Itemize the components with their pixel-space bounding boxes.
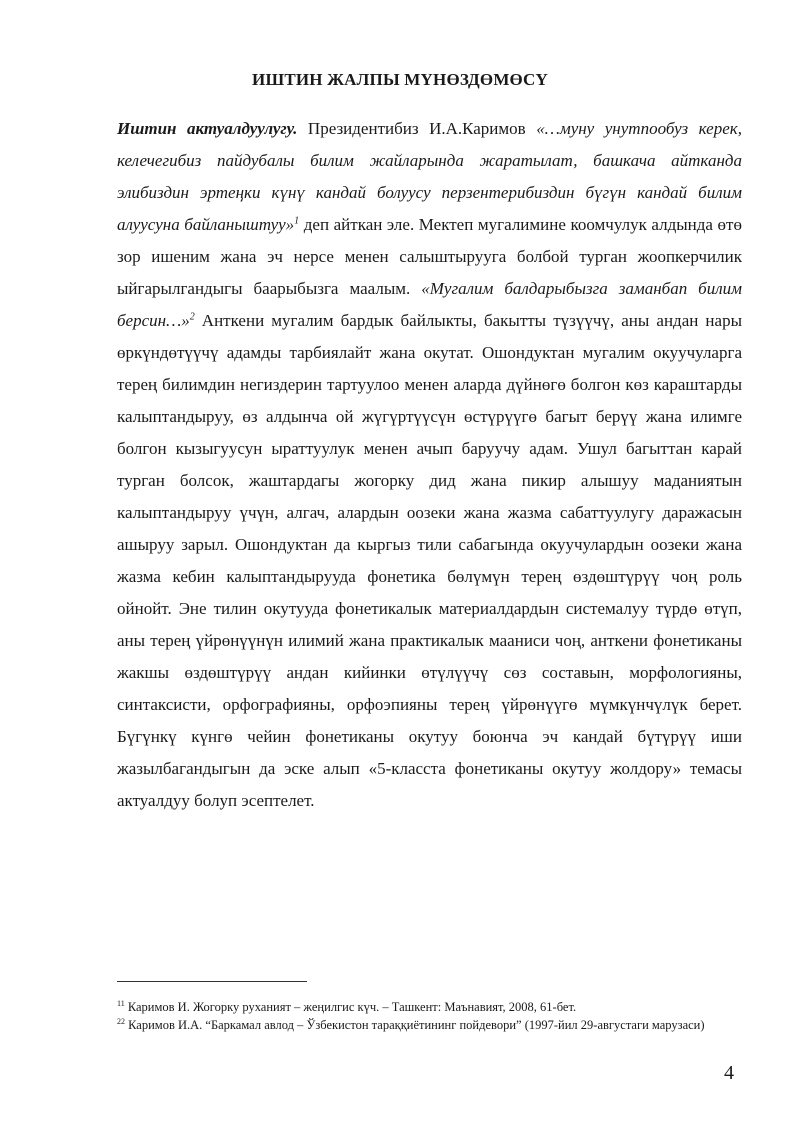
footnote-text-1: Каримов И. Жогорку руханият – жеңилгис күч. – Ташкент: Маънавият, 2008, 61-бет. [124,1000,577,1014]
body-text-1: Президентибиз И.А.Каримов [297,119,537,138]
body-text-2: деп айткан эле. Мектеп мугалимине коомчулук алдында өтө зор ишеним жана эч нерсе менен салыштырууга болбой турган жоопкерчилик ыйгарылгандыгы баарыбызга маалым. [117,215,742,298]
section-lead: Иштин актуалдуулугу. [117,119,298,138]
quote-1: «…муну унутпообуз керек, келечегибиз пайдубалы билим жайларында жаратылат, башкача айтканда элибиздин эртеңки күнү кандай болуусу перзентерибиздин бүгүн кандай билим алуусуна байланыштуу» [117,119,742,234]
body-paragraph [117,113,742,817]
footnotes [117,999,742,1035]
footnote-2 [117,1017,742,1034]
footnote-mark-2: 22 [117,1016,125,1026]
page-number: 4 [724,1062,734,1084]
footnote-1 [117,999,742,1016]
footnote-separator [117,981,307,982]
page-title: ИШТИН ЖАЛПЫ МҮНӨЗДӨМӨСҮ [252,70,548,89]
footnote-ref-2[interactable]: 2 [189,311,195,323]
body-text-3: Анткени мугалим бардык байлыкты, бакытты түзүүчү, аны андан нары өркүндөтүүчү адамды тарбиялайт жана окутат. Ошондуктан мугалим окуучуларга терең билимдин негиздерин тартуулоо менен аларда дүйнөгө болгон көз караштарды калыптандыруу, өз алдынча ой жүгүртүүсүн өстүрүүгө багыт берүү жана илимге болгон кызыгуусун ыраттуулук менен ачып баруучу адам. Ушул багыттан карай турган болсок, жаштардагы жогорку дид жана пикир алышуу маданиятын калыптандыруу үчүн, алгач, алардын оозеки жана жазма сабаттуулугу даражасын ашыруу зарыл. Ошондуктан да кыргыз тили сабагында окуучулардын оозеки жана жазма кебин калыптандырууда фонетика бөлүмүн терең өздөштүрүү чоң роль ойнойт. Эне тилин окутууда фонетикалык материалдардын системалуу түрдө өтүп, аны терең үйрөнүүнүн илимий жана практикалык мааниси чоң, анткени фонетиканы жакшы өздөштүрүү андан кийинки өтүлүүчү сөз составын, морфологияны, синтаксисти, орфографияны, орфоэпияны терең үйрөнүүгө мүмкүнчүлүк берет. Бүгүнкү күнгө чейин фонетиканы окутуу боюнча эч кандай бүтүрүү иши жазылбагандыгын да эске алып «5-класста фонетиканы окутуу жолдору» темасы актуалдуу болуп эсептелет. [117,311,742,810]
quote-2: «Мугалим балдарыбызга заманбап билим берсин…» [117,279,742,330]
footnote-ref-1[interactable]: 1 [294,215,300,227]
footnote-text-2: Каримов И.А. “Баркамал авлод – Ўзбекистон тараққиётининг пойдевори” (1997-йил 29-августаги марузаси) [125,1018,705,1032]
footnote-mark-1: 11 [117,998,125,1008]
